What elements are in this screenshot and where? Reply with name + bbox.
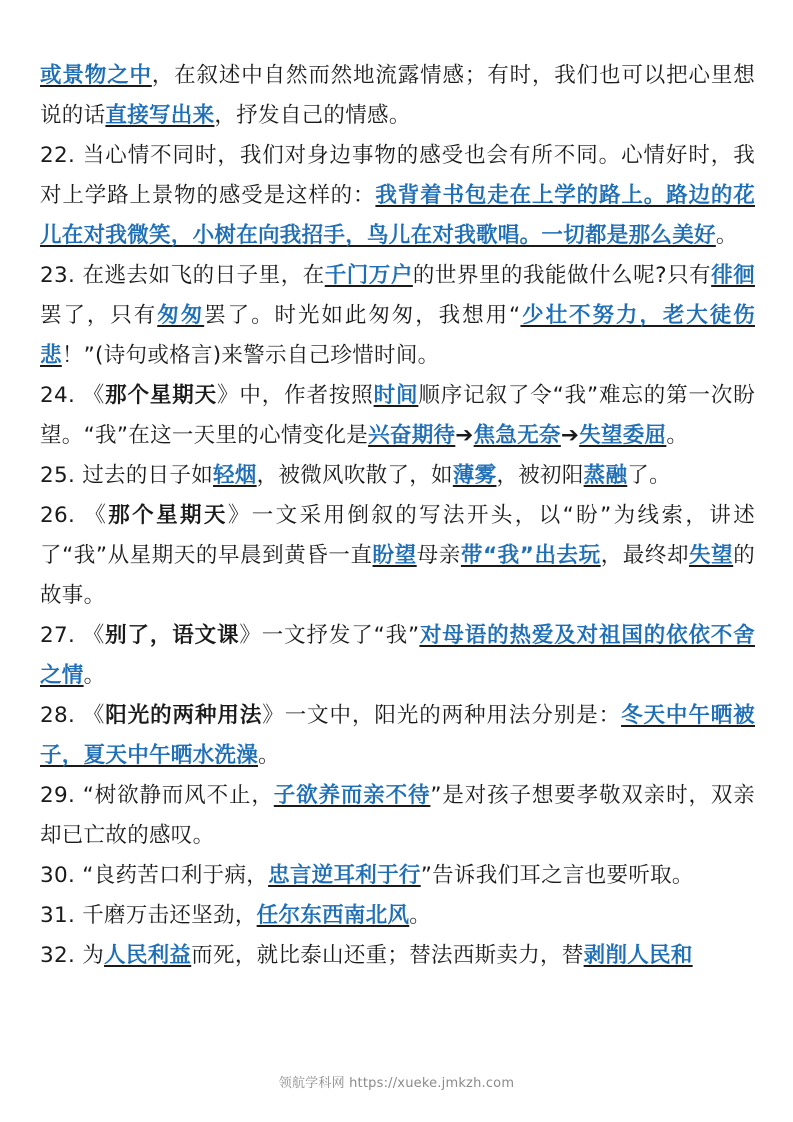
body-text: 的世界里的我能做什么呢?只有: [412, 263, 712, 288]
title-text: 那个星期天: [105, 383, 218, 408]
body-text: 母亲: [416, 543, 461, 568]
body-text: 罢了，只有: [40, 303, 158, 328]
body-text: ，在叙述中自然而然地流露情感；有时，我们也可以把心里想说的话: [40, 63, 755, 128]
body-text: 。: [83, 663, 106, 688]
title-text: 那个星期天: [108, 503, 228, 528]
body-text: ”告诉我们耳之言也要听取。: [420, 863, 694, 888]
question-item-p22: [40, 136, 755, 256]
body-text: 28. 《: [40, 703, 106, 728]
body-text: ，最终却: [600, 543, 690, 568]
question-item-p28: [40, 696, 755, 776]
body-text: 29. “树欲静而风不止，: [40, 783, 274, 808]
answer-text: 兴奋期待: [368, 423, 456, 448]
answer-text: 焦急无奈: [473, 423, 561, 448]
body-text: 》一文采用倒叙的写法开头，以“盼”为线索，讲述了“我”从星期天的早晨到黄昏一直: [40, 503, 755, 568]
body-text: 24. 《: [40, 383, 106, 408]
body-text: 》一文抒发了“我”: [239, 623, 420, 648]
body-text: ，被初阳: [496, 463, 584, 488]
body-text: 32. 为: [40, 943, 105, 968]
title-text: 别了，语文课: [105, 623, 240, 648]
answer-text: 失望委屈: [579, 423, 667, 448]
question-item-p27: [40, 616, 755, 696]
body-text: ”是对孩子想要孝敬双亲时，双亲却已亡故的感叹。: [40, 783, 755, 848]
question-item-p23: [40, 256, 755, 376]
answer-text: 人民利益: [104, 943, 192, 968]
answer-text: 带“我”出去玩: [460, 543, 601, 568]
body-text: 而死，就比泰山还重；替法西斯卖力，替: [191, 943, 584, 968]
body-text: 罢了。时光如此匆匆，我想用“: [204, 303, 521, 328]
title-text: 阳光的两种用法: [105, 703, 263, 728]
body-text: ➔: [455, 423, 474, 448]
question-item-p31: [40, 896, 755, 936]
answer-text: 对母语的热爱及对祖国的依依不舍之情: [40, 623, 755, 688]
body-text: ，抒发自己的情感。: [214, 103, 411, 128]
answer-text: 任尔东西南北风: [256, 903, 410, 928]
page-footer[interactable]: 领航学科网 https://xueke.jmkzh.com: [278, 1076, 515, 1091]
question-item-p26: [40, 496, 755, 616]
answer-text: 匆匆: [157, 303, 205, 328]
answer-text: 或景物之中: [40, 63, 152, 88]
body-text: 。: [409, 903, 432, 928]
answer-text: 轻烟: [213, 463, 257, 488]
body-text: 25. 过去的日子如: [40, 463, 214, 488]
body-text: 22. 当心情不同时，我们对身边事物的感受也会有所不同。心情好时，我对上学路上景物的感受是这样的：: [40, 143, 755, 208]
document-body: [40, 56, 755, 976]
answer-text: 少壮不努力，老大徒伤悲: [40, 303, 755, 368]
answer-text: 我背着书包走在上学的路上。路边的花儿在对我微笑，小树在向我招手，鸟儿在对我歌唱。一切都是那么美好: [40, 183, 755, 248]
body-text: 》一文中，阳光的两种用法分别是：: [262, 703, 622, 728]
answer-text: 徘徊: [711, 263, 755, 288]
answer-text: 直接写出来: [105, 103, 215, 128]
body-text: 31. 千磨万击还坚劲，: [40, 903, 257, 928]
body-text: ！”(诗句或格言)来警示自己珍惜时间。: [61, 343, 440, 368]
question-item-p30: [40, 856, 755, 896]
body-text: 30. “良药苦口利于病，: [40, 863, 269, 888]
body-text: 23. 在逃去如飞的日子里，在: [40, 263, 325, 288]
body-text: ➔: [560, 423, 580, 448]
body-text: 。: [715, 223, 738, 248]
question-item-p21: [40, 56, 755, 136]
answer-text: 冬天中午晒被子，夏天中午晒水洗澡: [40, 703, 755, 768]
answer-text: 盼望: [372, 543, 417, 568]
body-text: 顺序记叙了令“我”难忘的第一次盼望。“我”在这一天里的心情变化是: [40, 383, 755, 448]
answer-text: 千门万户: [324, 263, 413, 288]
question-item-p24: [40, 376, 755, 456]
body-text: 。: [258, 743, 280, 768]
answer-text: 蒸融: [583, 463, 628, 488]
question-item-p29: [40, 776, 755, 856]
body-text: 》中，作者按照: [217, 383, 374, 408]
answer-text: 子欲养而亲不待: [273, 783, 431, 808]
body-text: 27. 《: [40, 623, 106, 648]
question-item-p25: [40, 456, 755, 496]
question-item-p32: [40, 936, 755, 976]
body-text: 了。: [627, 463, 671, 488]
body-text: 的故事。: [40, 543, 756, 608]
answer-text: 剥削人民和: [583, 943, 693, 968]
answer-text: 时间: [373, 383, 419, 408]
body-text: 26. 《: [40, 503, 109, 528]
answer-text: 薄雾: [452, 463, 497, 488]
body-text: ，被微风吹散了，如: [256, 463, 453, 488]
body-text: 。: [666, 423, 689, 448]
answer-text: 忠言逆耳利于行: [268, 863, 421, 888]
answer-text: 失望: [689, 543, 734, 568]
